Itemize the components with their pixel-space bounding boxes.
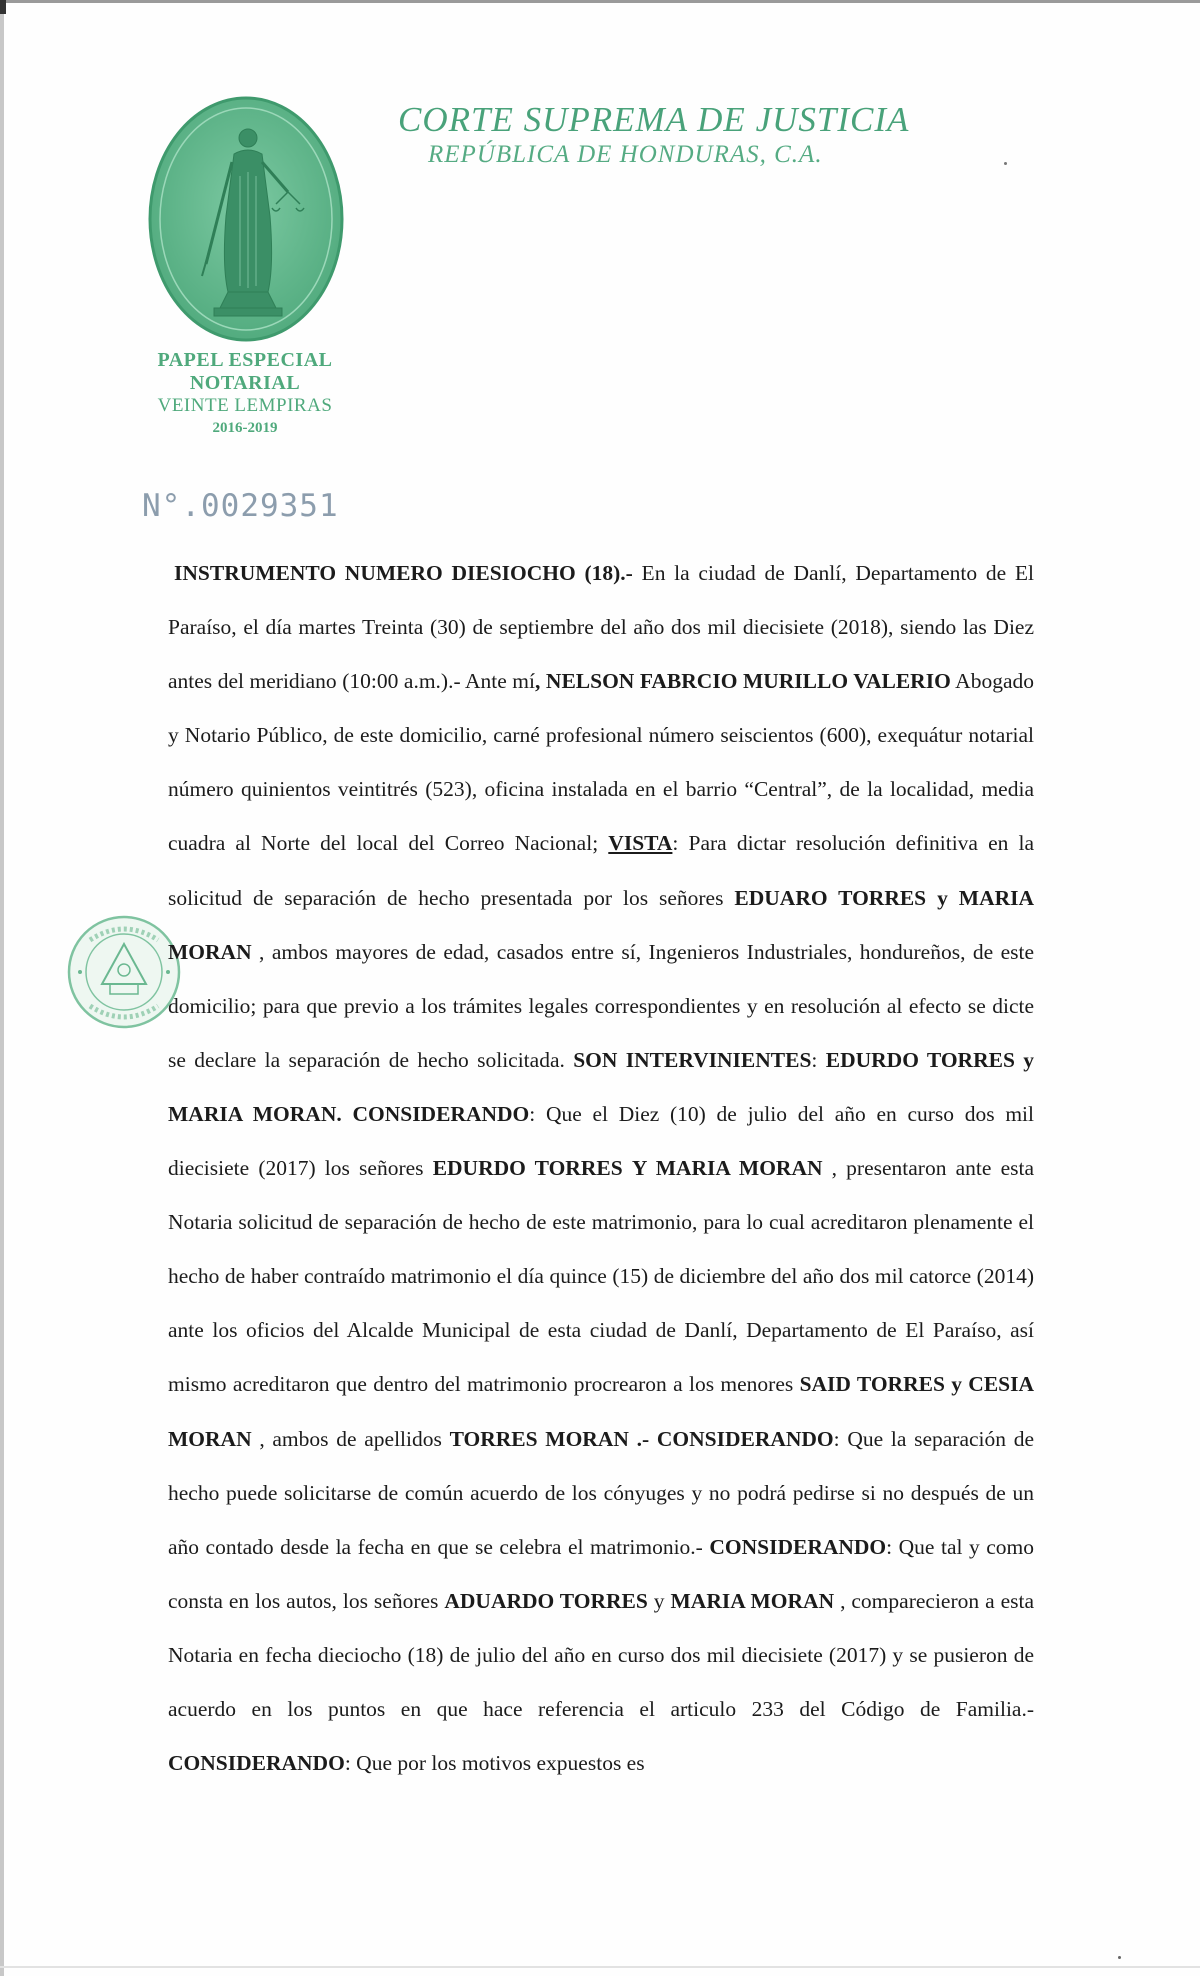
body-text-segment: y bbox=[647, 1588, 671, 1613]
court-title: CORTE SUPREMA DE JUSTICIA bbox=[398, 100, 910, 139]
body-bold-segment: CONSIDERANDO bbox=[168, 1751, 345, 1776]
body-text-segment bbox=[926, 886, 937, 910]
body-bold-segment: , NELSON FABRCIO MURILLO VALERIO bbox=[535, 669, 951, 694]
body-bold-segment: EDURDO TORRES bbox=[432, 1156, 623, 1181]
body-bold-segment: EDURDO TORRES y MARIA MORAN. CONSIDERANDO bbox=[168, 1047, 1034, 1126]
body-text-segment: : Que por los motivos expuestos es bbox=[344, 1751, 645, 1776]
body-bold-segment: MARIA MORAN bbox=[670, 1588, 835, 1613]
body-bold-segment: y MARIA MORAN bbox=[168, 885, 1035, 964]
body-bold-segment: SON INTERVINIENTES bbox=[573, 1047, 812, 1072]
body-text-segment: En la ciudad de Danlí, Departamento de El Paraíso, el día martes Treinta (30) de septiembre del año dos mil diecisiete (2018), siendo las Diez antes del meridiano (10:00 a.m.).- Ante mí bbox=[168, 561, 1034, 694]
instrument-paragraph bbox=[168, 546, 1034, 1790]
body-text-segment: : bbox=[811, 1047, 826, 1072]
seal-caption-line3: VEINTE LEMPIRAS bbox=[157, 395, 333, 416]
body-bold-segment: TORRES MORAN bbox=[449, 1426, 629, 1451]
body-text-segment: , ambos de apellidos bbox=[251, 1426, 450, 1451]
seal-caption-line4: 2016-2019 bbox=[212, 420, 278, 436]
instrument-body bbox=[168, 546, 1034, 1790]
body-text-segment: , comparecieron a esta Notaria en fecha dieciocho (18) de julio del año en curso dos mil diecisiete (2017) y se pusieron de acuerdo en los puntos en que hace referencia el articulo 233 del Código de Familia.- bbox=[168, 1588, 1034, 1721]
body-bold-segment: ADUARDO TORRES bbox=[444, 1588, 648, 1613]
body-text-segment bbox=[623, 1156, 632, 1180]
body-text-segment bbox=[629, 1427, 637, 1451]
seal-caption-line2: NOTARIAL bbox=[189, 372, 301, 394]
judicial-stamp-icon bbox=[66, 914, 182, 1030]
body-bold-segment: Y MARIA MORAN bbox=[631, 1156, 823, 1181]
body-text-segment: : Para dictar resolución definitiva en la solicitud de separación de hecho presentada por los señores bbox=[168, 831, 1034, 910]
body-bold-segment: EDUARO TORRES bbox=[734, 885, 927, 910]
body-bold-segment: INSTRUMENTO NUMERO DIESIOCHO (18).- bbox=[174, 561, 633, 585]
body-bold-segment: CONSIDERANDO bbox=[709, 1534, 887, 1559]
body-bold-segment: VISTA bbox=[608, 831, 673, 856]
body-text-segment: , presentaron ante esta Notaria solicitud de separación de hecho de este matrimonio, para lo cual acreditaron plenamente el hecho de haber contraído matrimonio el día quince (15) de diciembre del año dos mil catorce (2014) ante los oficios del Alcalde Municipal de esta ciudad de Danlí, Departamento de El Paraíso, así mismo acreditaron que dentro del matrimonio procrearon a los menores bbox=[168, 1156, 1035, 1397]
scan-speck-bottom bbox=[1118, 1956, 1121, 1959]
body-bold-segment: .- CONSIDERANDO bbox=[636, 1426, 834, 1451]
serial-number: N°.0029351 bbox=[142, 488, 339, 524]
scan-speck bbox=[1004, 162, 1007, 165]
seal-caption-line1: PAPEL ESPECIAL bbox=[157, 349, 333, 371]
body-text-segment: : Que tal y como consta en los autos, los señores bbox=[168, 1534, 1034, 1613]
court-subtitle: REPÚBLICA DE HONDURAS, C.A. bbox=[428, 141, 823, 168]
scan-left-edge bbox=[0, 0, 4, 1976]
body-text-segment: , ambos mayores de edad, casados entre sí, Ingenieros Industriales, hondureños, de este domicilio; para que previo a los trámites legales correspondientes y en resolución al efecto se dicte se declare la separación de hecho solicitada. bbox=[168, 939, 1034, 1072]
body-text-segment: Abogado y Notario Público, de este domicilio, carné profesional número seiscientos (600), exequátur notarial número quinientos veintitrés (523), oficina instalada en el barrio “Central”, de la localidad, media cuadra al Norte del local del Correo Nacional; bbox=[168, 669, 1034, 856]
scan-bottom-edge bbox=[0, 1966, 1200, 1968]
scan-top-edge bbox=[0, 0, 1200, 3]
scan-corner-mark bbox=[0, 0, 6, 14]
body-text-segment: : Que el Diez (10) de julio del año en curso dos mil diecisiete (2017) los señores bbox=[168, 1101, 1034, 1181]
body-text-segment: : Que la separación de hecho puede solicitarse de común acuerdo de los cónyuges y no podrá pedirse si no después de un año contado desde la fecha en que se celebra el matrimonio.- bbox=[168, 1426, 1034, 1559]
justice-seal-icon bbox=[148, 96, 344, 342]
body-bold-segment: SAID TORRES bbox=[799, 1372, 945, 1397]
body-bold-segment: y CESIA MORAN bbox=[168, 1372, 1035, 1451]
